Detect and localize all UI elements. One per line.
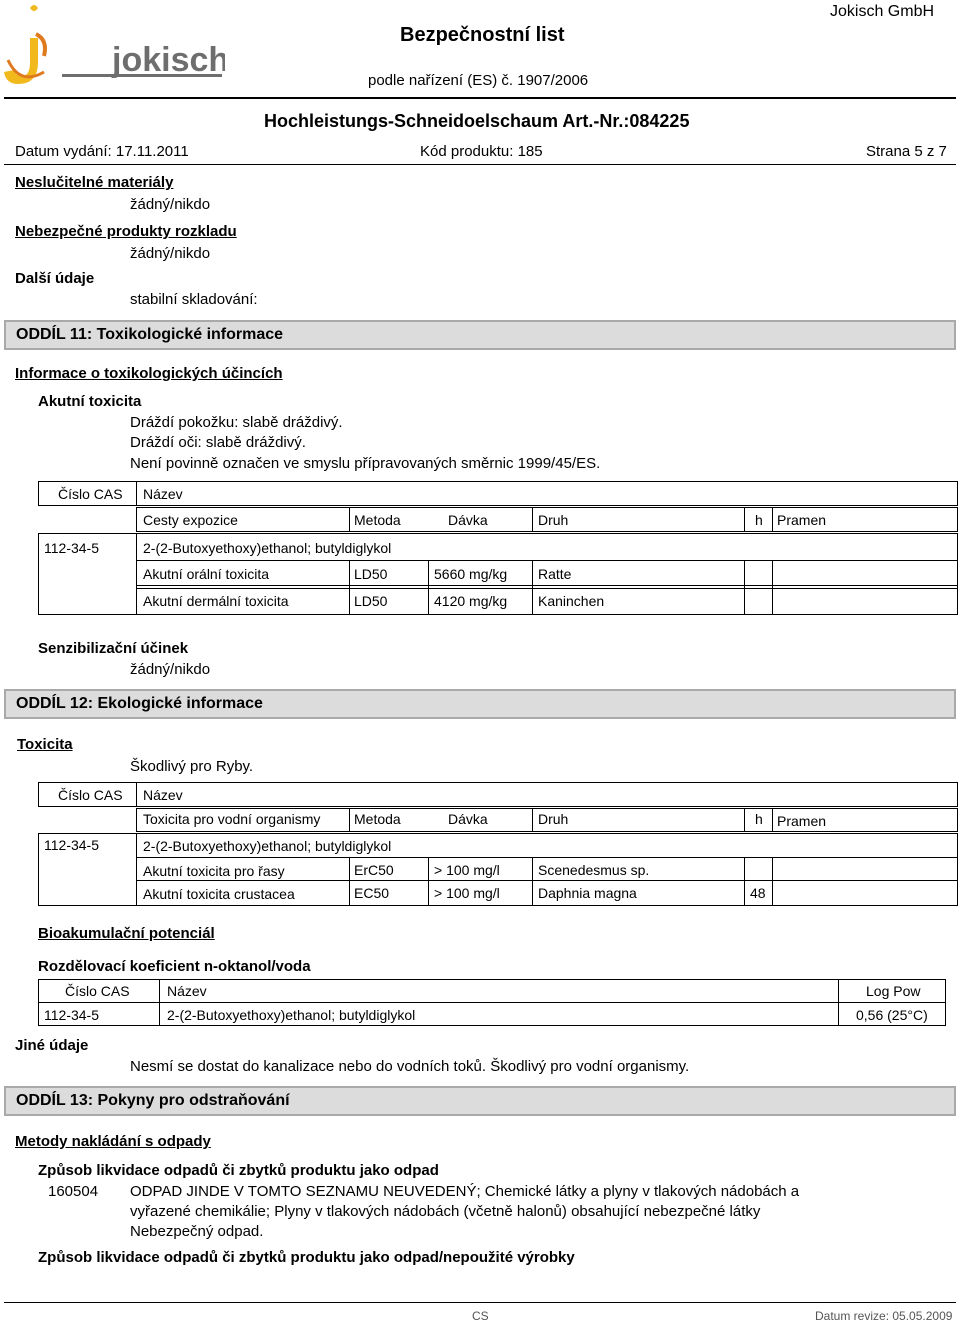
- acute-toxicity-line-1: Dráždí pokožku: slabě dráždivý.: [130, 414, 343, 431]
- other-info-label: Jiné údaje: [15, 1037, 89, 1054]
- disposal-label: Způsob likvidace odpadů či zbytků produktu jako odpad: [38, 1162, 439, 1179]
- other-data-value: stabilní skladování:: [130, 291, 258, 308]
- issue-date: Datum vydání: 17.11.2011: [15, 143, 189, 160]
- table-cas-value: 112-34-5: [44, 1007, 100, 1023]
- regulation-subtitle: podle nařízení (ES) č. 1907/2006: [368, 72, 589, 89]
- table-cell-dose: > 100 mg/l: [434, 862, 500, 878]
- acute-toxicity-label: Akutní toxicita: [38, 393, 142, 410]
- table-header-cas: Číslo CAS: [58, 787, 123, 803]
- table-row: Akutní orální toxicita: [143, 566, 270, 582]
- acute-toxicity-line-2: Dráždí oči: slabě dráždivý.: [130, 434, 306, 451]
- document-title: Bezpečnostní list: [400, 24, 565, 46]
- incompatible-materials-label: Neslučitelné materiály: [15, 174, 174, 191]
- waste-description-line-1: ODPAD JINDE V TOMTO SEZNAMU NEUVEDENÝ; Chemické látky a plyny v tlakových nádobách a: [130, 1183, 800, 1200]
- table-cas-value: 112-34-5: [44, 540, 100, 556]
- table-header-cas: Číslo CAS: [58, 486, 123, 502]
- table-header-logpow: Log Pow: [866, 983, 921, 999]
- page-number: Strana 5 z 7: [866, 143, 947, 160]
- incompatible-materials-value: žádný/nikdo: [130, 196, 211, 213]
- table-header-source: Pramen: [777, 512, 827, 528]
- table-cell-method: EC50: [354, 885, 390, 901]
- table-header-h: h: [755, 811, 763, 827]
- toxicity-value: Škodlivý pro Ryby.: [130, 758, 254, 775]
- partition-coefficient-label: Rozdělovací koeficient n-oktanol/voda: [38, 958, 311, 975]
- other-data-label: Další údaje: [15, 270, 95, 287]
- table-substance-name: 2-(2-Butoxyethoxy)ethanol; butyldiglykol: [143, 838, 392, 854]
- section-12-title: ODDÍL 12: Ekologické informace: [16, 695, 263, 712]
- table-header-dose: Dávka: [448, 811, 488, 827]
- table-substance-name: 2-(2-Butoxyethoxy)ethanol; butyldiglykol: [143, 540, 392, 556]
- svg-text:jokisch: jokisch: [112, 41, 225, 79]
- bioaccumulation-label: Bioakumulační potenciál: [38, 925, 215, 942]
- table-row: Akutní dermální toxicita: [143, 593, 289, 609]
- waste-code: 160504: [48, 1183, 99, 1200]
- table-cas-value: 112-34-5: [44, 837, 100, 853]
- sensitization-value: žádný/nikdo: [130, 661, 211, 678]
- toxicity-label: Toxicita: [17, 736, 73, 753]
- table-cell-dose: > 100 mg/l: [434, 885, 500, 901]
- table-header-route: Cesty expozice: [143, 512, 238, 528]
- table-substance-name: 2-(2-Butoxyethoxy)ethanol; butyldiglykol: [167, 1007, 416, 1023]
- table-header-route: Toxicita pro vodní organismy: [143, 811, 321, 827]
- table-header-name: Název: [167, 983, 207, 999]
- table-header-h: h: [755, 512, 763, 528]
- table-cell-hours: 48: [750, 885, 766, 901]
- decomposition-products-value: žádný/nikdo: [130, 245, 211, 262]
- table-header-name: Název: [143, 486, 183, 502]
- disposal-unused-label: Způsob likvidace odpadů či zbytků produktu jako odpad/nepoužité výrobky: [38, 1249, 575, 1266]
- table-cell-species: Daphnia magna: [538, 885, 637, 901]
- table-row: Akutní toxicita pro řasy: [143, 863, 285, 879]
- waste-methods-label: Metody nakládání s odpady: [15, 1133, 211, 1150]
- section-11-header: [4, 320, 956, 350]
- table-cell-species: Ratte: [538, 566, 572, 582]
- table-header-dose: Dávka: [448, 512, 488, 528]
- product-name: Hochleistungs-Schneidoelschaum Art.-Nr.:084225: [264, 111, 690, 131]
- section-11-title: ODDÍL 11: Toxikologické informace: [16, 326, 284, 343]
- table-cell-method: LD50: [354, 593, 388, 609]
- table-logpow-value: 0,56 (25°C): [856, 1007, 928, 1023]
- table-cell-species: Kaninchen: [538, 593, 605, 609]
- table-header-method: Metoda: [354, 512, 401, 528]
- table-row: Akutní toxicita crustacea: [143, 886, 295, 902]
- section-13-header: [4, 1086, 956, 1116]
- acute-toxicity-line-3: Není povinně označen ve smyslu přípravovaných směrnic 1999/45/ES.: [130, 455, 601, 472]
- decomposition-products-label: Nebezpečné produkty rozkladu: [15, 223, 237, 240]
- section-13-title: ODDÍL 13: Pokyny pro odstraňování: [16, 1092, 290, 1109]
- company-name: Jokisch GmbH: [830, 3, 935, 20]
- waste-description-line-2: vyřazené chemikálie; Plyny v tlakových nádobách (včetně halonů) obsahující nebezpečné látky: [130, 1203, 761, 1220]
- table-header-method: Metoda: [354, 811, 401, 827]
- toxicological-effects-label: Informace o toxikologických účincích: [15, 365, 283, 382]
- waste-description-line-3: Nebezpečný odpad.: [130, 1223, 264, 1240]
- company-logo: [0, 0, 225, 92]
- table-header-species: Druh: [538, 512, 569, 528]
- table-cell-method: LD50: [354, 566, 388, 582]
- table-header-cas: Číslo CAS: [65, 983, 130, 999]
- table-header-source: Pramen: [777, 813, 827, 829]
- section-12-header: [4, 689, 956, 719]
- table-cell-dose: 4120 mg/kg: [434, 593, 508, 609]
- table-cell-method: ErC50: [354, 862, 394, 878]
- footer-language: CS: [472, 1309, 489, 1323]
- footer-revision-date: Datum revize: 05.05.2009: [815, 1309, 953, 1323]
- table-header-species: Druh: [538, 811, 569, 827]
- other-info-value: Nesmí se dostat do kanalizace nebo do vodních toků. Škodlivý pro vodní organismy.: [130, 1058, 690, 1075]
- sensitization-label: Senzibilizační účinek: [38, 640, 189, 657]
- product-code: Kód produktu: 185: [420, 143, 543, 160]
- table-cell-species: Scenedesmus sp.: [538, 862, 650, 878]
- table-header-name: Název: [143, 787, 183, 803]
- table-cell-dose: 5660 mg/kg: [434, 566, 508, 582]
